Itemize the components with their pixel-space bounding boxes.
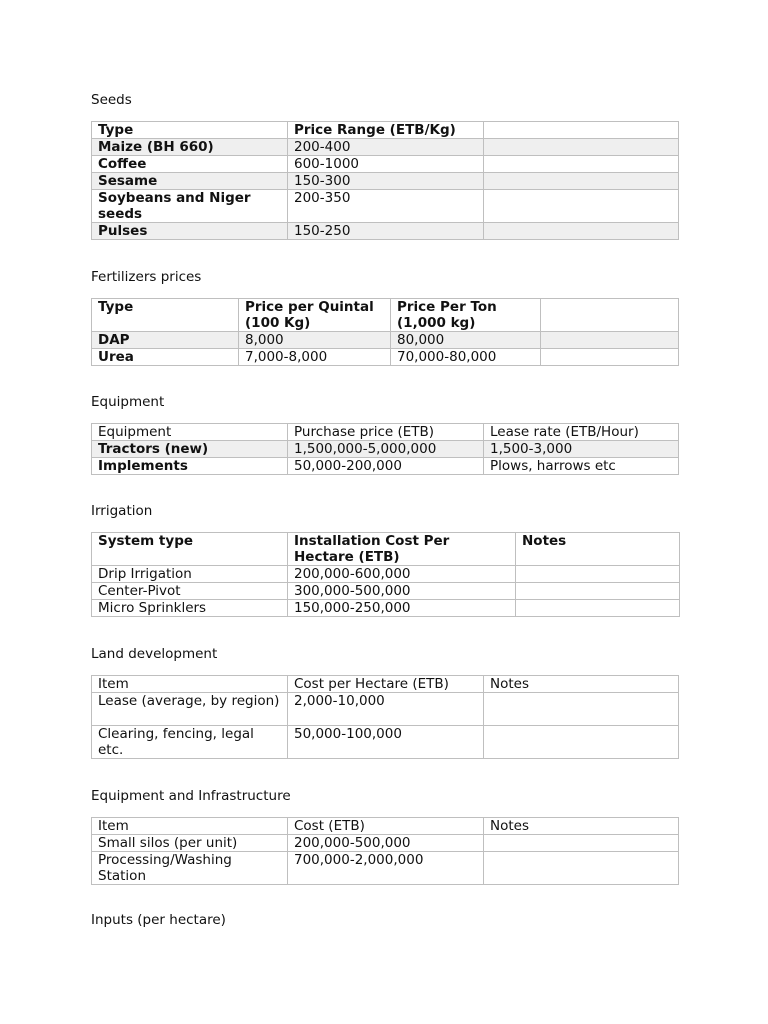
header-cell: Equipment xyxy=(92,424,288,441)
table-cell: 700,000-2,000,000 xyxy=(288,852,484,885)
equipment-table xyxy=(91,423,679,475)
inputs-title: Inputs (per hectare) xyxy=(91,912,226,928)
table-cell: 150-300 xyxy=(288,173,484,190)
table-header-row xyxy=(92,299,679,332)
table-row xyxy=(92,332,679,349)
table-cell: Drip Irrigation xyxy=(92,566,288,583)
table-cell xyxy=(541,349,679,366)
table-cell: 8,000 xyxy=(239,332,391,349)
header-cell: Notes xyxy=(516,533,680,566)
table-header-row xyxy=(92,818,679,835)
fertilizers-table xyxy=(91,298,679,366)
table-cell: 600-1000 xyxy=(288,156,484,173)
table-header-row xyxy=(92,122,679,139)
table-cell: Pulses xyxy=(92,223,288,240)
table-cell xyxy=(484,852,679,885)
table-cell xyxy=(484,726,679,759)
header-cell: System type xyxy=(92,533,288,566)
table-cell xyxy=(516,583,680,600)
header-cell: Type xyxy=(92,299,239,332)
table-row xyxy=(92,852,679,885)
infrastructure-table xyxy=(91,817,679,885)
header-cell: Item xyxy=(92,818,288,835)
fertilizers-title: Fertilizers prices xyxy=(91,269,202,285)
table-row xyxy=(92,156,679,173)
table-cell xyxy=(516,566,680,583)
header-cell: Notes xyxy=(484,818,679,835)
table-cell: 80,000 xyxy=(391,332,541,349)
table-cell: 200,000-500,000 xyxy=(288,835,484,852)
irrigation-title: Irrigation xyxy=(91,503,153,519)
table-cell: Implements xyxy=(92,458,288,475)
table-row xyxy=(92,583,680,600)
table-row xyxy=(92,726,679,759)
header-cell: Cost (ETB) xyxy=(288,818,484,835)
table-cell xyxy=(484,156,679,173)
table-header-row xyxy=(92,424,679,441)
table-cell: 50,000-200,000 xyxy=(288,458,484,475)
header-cell xyxy=(541,299,679,332)
table-cell: Soybeans and Niger seeds xyxy=(92,190,288,223)
header-cell: Cost per Hectare (ETB) xyxy=(288,676,484,693)
table-cell: Lease (average, by region) xyxy=(92,693,288,726)
table-cell: Maize (BH 660) xyxy=(92,139,288,156)
header-cell: Notes xyxy=(484,676,679,693)
table-cell xyxy=(484,173,679,190)
table-row xyxy=(92,173,679,190)
table-cell: Coffee xyxy=(92,156,288,173)
table-cell: Center-Pivot xyxy=(92,583,288,600)
table-cell: 1,500,000-5,000,000 xyxy=(288,441,484,458)
table-row xyxy=(92,835,679,852)
land-table xyxy=(91,675,679,759)
table-row xyxy=(92,190,679,223)
header-cell xyxy=(484,122,679,139)
table-cell xyxy=(541,332,679,349)
header-cell: Purchase price (ETB) xyxy=(288,424,484,441)
table-cell xyxy=(484,223,679,240)
table-row xyxy=(92,441,679,458)
table-cell: DAP xyxy=(92,332,239,349)
header-cell: Price per Quintal (100 Kg) xyxy=(239,299,391,332)
table-cell: 200-350 xyxy=(288,190,484,223)
table-cell xyxy=(484,835,679,852)
table-row xyxy=(92,693,679,726)
table-cell xyxy=(484,190,679,223)
table-header-row xyxy=(92,676,679,693)
table-cell: Urea xyxy=(92,349,239,366)
table-cell: 1,500-3,000 xyxy=(484,441,679,458)
table-row xyxy=(92,600,680,617)
table-cell: Sesame xyxy=(92,173,288,190)
table-cell: Clearing, fencing, legal etc. xyxy=(92,726,288,759)
table-cell: Plows, harrows etc xyxy=(484,458,679,475)
table-cell: Processing/Washing Station xyxy=(92,852,288,885)
table-cell: 70,000-80,000 xyxy=(391,349,541,366)
table-row xyxy=(92,139,679,156)
table-cell: 7,000-8,000 xyxy=(239,349,391,366)
table-row xyxy=(92,349,679,366)
header-cell: Lease rate (ETB/Hour) xyxy=(484,424,679,441)
header-cell: Price Per Ton (1,000 kg) xyxy=(391,299,541,332)
table-cell: Tractors (new) xyxy=(92,441,288,458)
infrastructure-title: Equipment and Infrastructure xyxy=(91,788,291,804)
table-cell: 150-250 xyxy=(288,223,484,240)
table-cell xyxy=(516,600,680,617)
table-cell: 50,000-100,000 xyxy=(288,726,484,759)
table-cell: 300,000-500,000 xyxy=(288,583,516,600)
table-cell: 150,000-250,000 xyxy=(288,600,516,617)
table-cell xyxy=(484,693,679,726)
seeds-table xyxy=(91,121,679,240)
table-row xyxy=(92,458,679,475)
seeds-title: Seeds xyxy=(91,92,132,108)
table-cell: Small silos (per unit) xyxy=(92,835,288,852)
header-cell: Item xyxy=(92,676,288,693)
table-row xyxy=(92,223,679,240)
table-row xyxy=(92,566,680,583)
header-cell: Price Range (ETB/Kg) xyxy=(288,122,484,139)
irrigation-table xyxy=(91,532,680,617)
header-cell: Type xyxy=(92,122,288,139)
header-cell: Installation Cost Per Hectare (ETB) xyxy=(288,533,516,566)
land-title: Land development xyxy=(91,646,218,662)
table-cell: 200-400 xyxy=(288,139,484,156)
table-cell: 200,000-600,000 xyxy=(288,566,516,583)
table-header-row xyxy=(92,533,680,566)
table-cell: 2,000-10,000 xyxy=(288,693,484,726)
equipment-title: Equipment xyxy=(91,394,165,410)
table-cell: Micro Sprinklers xyxy=(92,600,288,617)
table-cell xyxy=(484,139,679,156)
